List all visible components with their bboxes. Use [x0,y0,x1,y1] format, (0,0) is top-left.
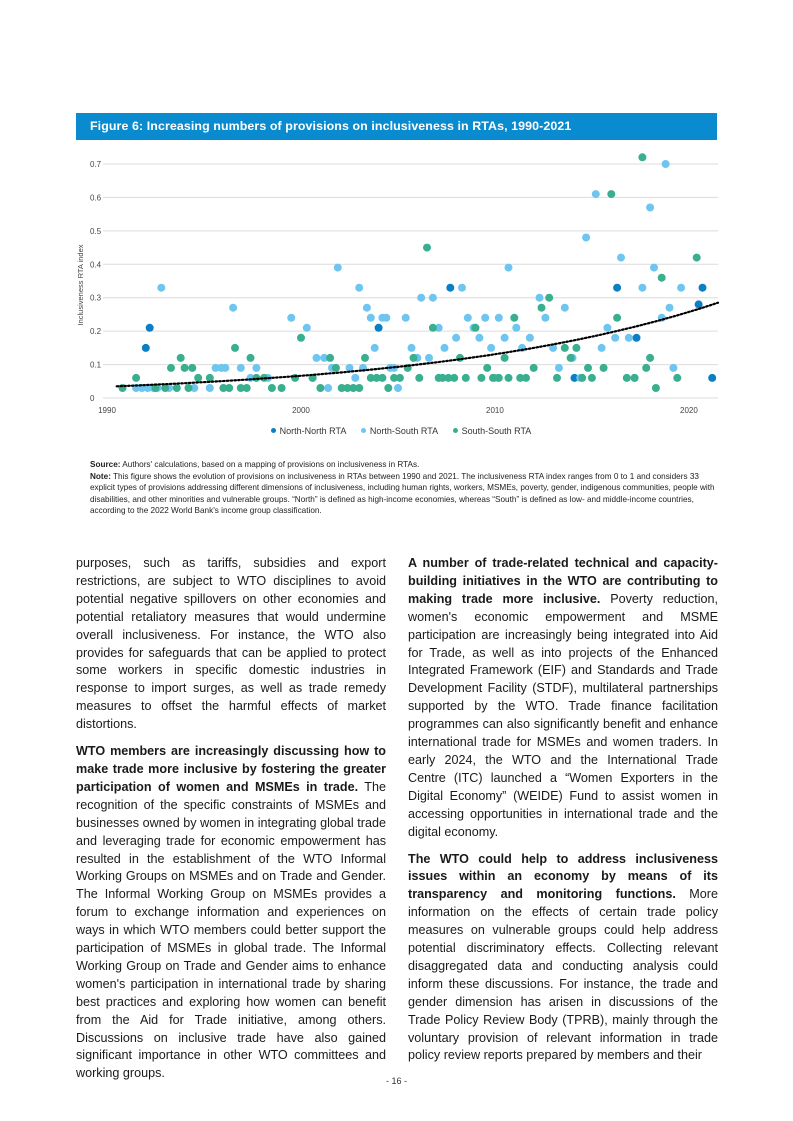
legend-dot-icon [271,428,276,433]
scatter-chart [76,140,726,445]
paragraph: The WTO could help to address inclusiveness issues within an economy by means of its transparency and monitoring functions. More information on the effects of certain trade policy measures on vulnerable groups could help address potential discriminatory effects. Collecting relevant disaggregated data and conducting analysis could inform these discussions. For instance, the trade and gender dimension has arisen in discussions of the Trade Policy Review Body (TPRB), mainly through the voluntary provision of relevant information in trade policy review reports prepared by members and their [408,851,718,1063]
body-column-left [76,555,386,1092]
svg-text:2010: 2010 [486,406,504,415]
svg-text:0.6: 0.6 [90,193,102,203]
note-line: Note: This figure shows the evolution of provisions on inclusiveness in RTAs between 1990 and 2021. The inclusiveness RTA index ranges from 0 to 1 and considers 33 explicit types of provisions addressing different dimensions of inclusiveness, including human rights, workers, MSMEs, poverty, gender, indigenous communities, people with disabilities, and other minorities and vulnerable groups. “North” is defined as high-income economies, whereas “South” is defined as low- and middle-income countries, according to the 2022 World Bank's income group classification. [90,471,715,516]
legend-dot-icon [361,428,366,433]
svg-text:2000: 2000 [292,406,310,415]
svg-text:Inclusiveness RTA index: Inclusiveness RTA index [76,244,85,326]
svg-text:0.7: 0.7 [90,160,102,169]
source-line: Source: Authors' calculations, based on a mapping of provisions on inclusiveness in RTAs. [90,460,420,469]
svg-text:0.3: 0.3 [90,293,102,303]
paragraph: purposes, such as tariffs, subsidies and export restrictions, are subject to WTO disciplines to avoid potential negative spillovers on other economies and potential retaliatory measures that would undermine overall inclusiveness. For instance, the WTO also provides for safeguards that can be applied to protect some workers in specific domestic industries in response to import surges, as well as trade remedy measures to offset the harmful effects of market distortions. [76,556,386,732]
legend-item-north-north: North-North RTA [271,426,347,436]
chart-plot [76,140,726,430]
chart-legend [76,426,726,436]
svg-text:1990: 1990 [98,406,116,415]
svg-text:0: 0 [90,394,95,403]
paragraph: WTO members are increasingly discussing how to make trade more inclusive by fostering the greater participation of women and MSMEs in trade. The recognition of the specific constraints of MSMEs and businesses owned by women in integrating global trade and leveraging trade for economic empowerment has resulted in the establishment of the WTO Informal Working Groups on MSMEs and on Trade and Gender. The Informal Working Group on MSMEs provides a forum to exchange information and experiences on ways in which WTO members could better support the participation of MSMEs in global trade. The Informal Working Group on Trade and Gender aims to enhance women's participation in international trade by sharing best practices and exploring how women can benefit from the Aid for Trade initiative, among others. Discussions on inclusive trade have also gained significant importance in other WTO committees and working groups. [76,744,386,1081]
svg-text:0.1: 0.1 [90,360,102,370]
svg-text:0.4: 0.4 [90,260,102,270]
svg-text:2020: 2020 [680,406,698,415]
legend-item-south-south: South-South RTA [453,426,532,436]
figure-title: Figure 6: Increasing numbers of provisions on inclusiveness in RTAs, 1990-2021 [76,113,717,140]
body-column-right [408,555,718,1074]
svg-text:0.5: 0.5 [90,226,102,236]
paragraph: A number of trade-related technical and capacity-building initiatives in the WTO are contributing to making trade more inclusive. Poverty reduction, women's economic empowerment and MSME participation are increasingly being integrated into Aid for Trade, as well as into projects of the Enhanced Integrated Framework (EIF) and Standards and Trade Development Facility (STDF), multilateral partnerships supported by the WTO. Trade finance facilitation programmes can also significantly benefit and enhance international trade for MSMEs and women traders. In early 2024, the WTO and the International Trade Centre (ITC) launched a “Women Exporters in the Digital Economy” (WEIDE) Fund to assist women in accessing opportunities in international trade and the digital economy. [408,556,719,839]
page-number: - 16 - [385,1076,407,1086]
legend-item-north-south: North-South RTA [361,426,438,436]
legend-dot-icon [453,428,458,433]
svg-text:0.2: 0.2 [90,327,102,337]
figure-notes [90,459,715,517]
